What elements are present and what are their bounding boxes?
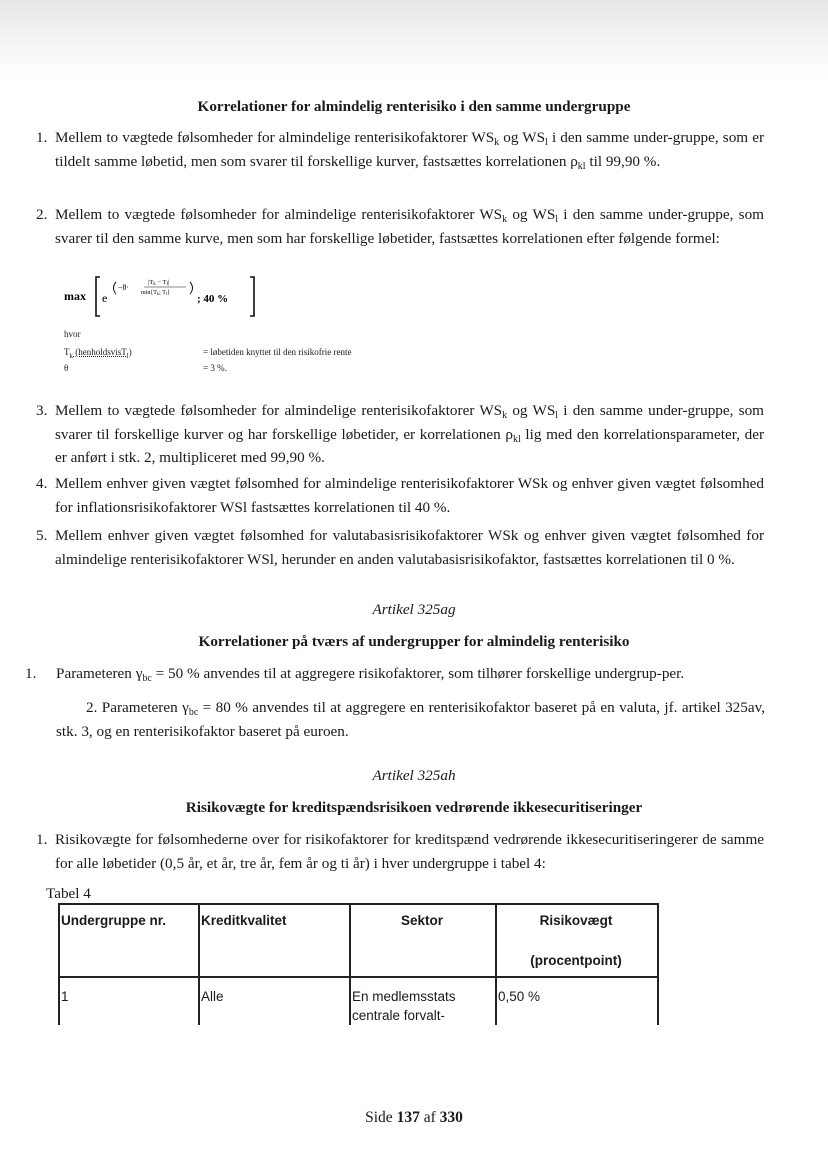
article-title-325ah: Artikel 325ah [372,767,456,784]
formula-e: e [102,291,108,305]
formula-note-t-desc: = løbetiden knyttet til den risikofrie rente [203,347,352,357]
formula-floor: ; 40 % [197,293,229,305]
table-header-credit-quality: Kreditkvalitet [201,913,287,928]
section-heading-1: Korrelationer for almindelig renterisiko i den samme undergruppe [197,98,631,115]
item-number: 3. [36,402,48,419]
table-col-divider [58,903,60,1025]
footer-page-number: 137 [396,1109,420,1126]
table-cell-risk-weight: 0,50 % [498,989,541,1004]
subscript: kl [577,160,586,172]
list-item [36,828,764,875]
table-header-subgroup: Undergruppe nr. [61,913,167,928]
item-text: i den samme under-gruppe, som er tildelt samme løbetid, men som svarer til forskellige kurver, fastsættes korrelationen ρ [55,129,764,170]
list-item [36,524,764,571]
table-header-sector: Sektor [400,913,444,928]
item-text: i den samme under-gruppe, som svarer til forskellige kurver og har forskellige løbetider, er korrelationen ρ [55,402,764,443]
list-item [36,399,764,470]
item-text: Parameteren $\gamma_{bc} = 80$ % anvendes til at aggregere en renterisikofaktor baseret på en valuta, jf. artikel 325av, stk. 3, og en renterisikofaktor baseret på euroen. [56,699,766,740]
table-cell-sector-line2: centrale forvalt- [352,1008,446,1023]
item-number: 2. [36,206,48,223]
formula-note-theta-label: θ [64,363,69,373]
list-item [56,696,765,743]
section-heading-3: Risikovægte for kreditspændsrisikoen vedrørende ikkesecuritiseringer [185,799,643,816]
item-number: 1. [36,129,48,146]
item-text: Risikovægte for følsomhederne over for risikofaktorer for kreditspænd vedrørende ikkesecuritiseringerer de samme for alle løbetider (0,5 år, et år, tre år, fem år og ti år) i hver undergruppe i tabel 4: [55,831,764,872]
footer-page-total: 330 [439,1109,463,1126]
correlation-formula [64,272,264,322]
item-text: og WS [499,129,546,146]
table-header-unit: (procentpoint) [530,953,622,968]
item-number: 1. [25,665,37,682]
formula-denominator: min{Tk; Tl} [141,290,171,296]
subscript: k [502,214,508,225]
subscript: l [545,137,548,148]
table-cell-credit-quality: Alle [201,989,224,1004]
exp-paren-left [114,282,117,294]
subscript: k [502,410,508,421]
item-text: i den samme under-gruppe, som svarer til den samme kurve, men som har forskellige løbetider, fastsættes korrelationen efter følgende formel: [55,206,764,247]
formula-neg-theta: −θ· [118,283,130,292]
item-text: Mellem enhver given vægtet følsomhed for valutabasisrisikofaktorer WSk og enhver given vægtet følsomhed for almindelige renterisikofaktorer WSl, herunder en anden valutabasisrisikofaktor, fastsættes korrelationen til 0 %. [55,527,764,568]
section-heading-2: Korrelationer på tværs af undergrupper for almindelig renterisiko [198,633,630,650]
table-col-divider [657,903,659,1025]
footer-text: Side [365,1109,397,1126]
subscript: l [555,214,559,225]
table-label: Tabel 4 [46,885,91,902]
table-cell-subgroup: 1 [61,989,69,1004]
right-bracket [250,277,254,316]
page-footer [0,1106,828,1130]
item-number: 5. [36,527,48,544]
left-bracket [96,277,100,316]
table-row-divider [58,976,659,978]
item-number: 1. [36,831,48,848]
item-number: 2. [86,699,98,716]
item-text: og WS [507,402,556,419]
subscript: kl [512,433,521,445]
footer-text: af [419,1109,440,1126]
table-border-top [58,903,659,905]
item-text: Mellem to vægtede følsomheder for almindelige renterisikofaktorer WS [55,206,503,223]
table-col-divider [198,903,200,1025]
item-text: og WS [507,206,556,223]
formula-note-theta-desc: = 3 %. [203,363,227,373]
list-item [36,126,764,173]
item-text: til 99,90 %. [585,152,661,170]
item-text: Mellem enhver given vægtet følsomhed for almindelige renterisikofaktorer WSk og enhver given vægtet følsomhed for inflationsrisikofaktorer WSl fastsættes korrelationen til 40 %. [55,475,764,516]
item-text: Mellem to vægtede følsomheder for almindelige renterisikofaktorer WS [55,129,495,146]
subscript: k [494,137,500,148]
formula-graphic [64,272,264,322]
article-title-325ag: Artikel 325ag [372,601,456,618]
formula-max: max [64,289,86,303]
list-item [36,203,764,250]
table-header-risk-weight: Risikovægt [539,913,613,928]
table-cell-sector-line1: En medlemsstats [352,989,456,1004]
list-item [36,472,764,519]
formula-hvor: hvor [64,329,81,339]
list-item [25,662,770,686]
formula-numerator: |Tk − Tl| [148,279,170,287]
item-text: lig med den korrelationsparameter, der er anført i stk. 2, multipliceret med 99,90 %. [55,425,764,466]
item-text: Mellem to vægtede følsomheder for almindelige renterisikofaktorer WS [55,402,503,419]
item-number: 4. [36,475,48,492]
subscript: l [555,410,559,421]
exp-paren-right [190,282,193,294]
formula-note-t-label: $T_k$ (henholdsvisT$_l$) [64,347,132,360]
item-text: Parameteren $\gamma_{bc} = 50$ % anvendes til at aggregere risikofaktorer, som tilhører forskellige undergrup-per. [56,665,685,684]
risk-weight-table [58,903,659,1025]
